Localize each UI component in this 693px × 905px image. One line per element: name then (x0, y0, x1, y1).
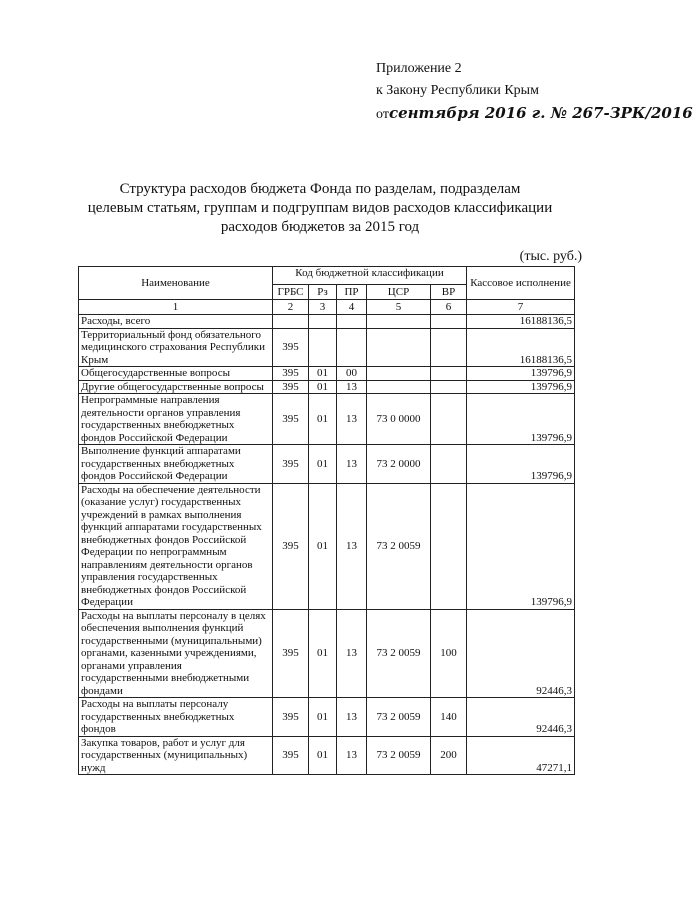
row-grbs (273, 315, 309, 329)
row-amount: 92446,3 (467, 698, 575, 737)
row-rz: 01 (309, 380, 337, 394)
row-pr: 00 (337, 367, 367, 381)
row-csr (367, 367, 431, 381)
row-grbs: 395 (273, 367, 309, 381)
table-row (79, 445, 575, 484)
header-grbs: ГРБС (273, 285, 309, 300)
row-pr: 13 (337, 609, 367, 698)
table-row (79, 380, 575, 394)
row-name: Общегосударственные вопросы (79, 367, 273, 381)
row-csr: 73 2 0000 (367, 445, 431, 484)
row-grbs: 395 (273, 380, 309, 394)
row-name: Расходы на обеспечение деятельности (оказание услуг) государственных учреждений в рамках выполнения функций аппаратами государственных внебюджетных фондов Российской Федерации по непрограммным направлениям деятельности органов управления государственных внебюджетных фондов Российской Федерации (79, 483, 273, 609)
row-vr (431, 483, 467, 609)
row-vr: 140 (431, 698, 467, 737)
row-rz: 01 (309, 367, 337, 381)
row-vr (431, 367, 467, 381)
column-number: 7 (467, 300, 575, 315)
row-rz (309, 315, 337, 329)
row-amount: 92446,3 (467, 609, 575, 698)
row-name: Непрограммные направления деятельности органов управления государственных внебюджетных фондов Российской Федерации (79, 394, 273, 445)
row-csr: 73 0 0000 (367, 394, 431, 445)
row-name: Другие общегосударственные вопросы (79, 380, 273, 394)
header-pr: ПР (337, 285, 367, 300)
row-vr (431, 328, 467, 367)
row-csr (367, 380, 431, 394)
row-amount: 139796,9 (467, 445, 575, 484)
header-rz: Рз (309, 285, 337, 300)
row-grbs: 395 (273, 609, 309, 698)
table-row (79, 367, 575, 381)
handwritten-date-number: сентября 2016 г. № 267-ЗРК/2016 (388, 104, 693, 122)
row-grbs: 395 (273, 328, 309, 367)
row-rz: 01 (309, 736, 337, 775)
row-pr (337, 315, 367, 329)
table-row (79, 394, 575, 445)
row-rz: 01 (309, 698, 337, 737)
table-row (79, 483, 575, 609)
row-pr: 13 (337, 380, 367, 394)
title-line-3: расходов бюджетов за 2015 год (220, 219, 420, 235)
row-name: Закупка товаров, работ и услуг для государственных (муниципальных) нужд (79, 736, 273, 775)
column-number: 6 (431, 300, 467, 315)
row-amount: 139796,9 (467, 367, 575, 381)
row-pr: 13 (337, 483, 367, 609)
row-rz: 01 (309, 394, 337, 445)
row-grbs: 395 (273, 736, 309, 775)
row-grbs: 395 (273, 698, 309, 737)
row-vr (431, 380, 467, 394)
title-line-2: целевым статьям, группам и подгруппам видов расходов классификации (87, 200, 553, 216)
row-vr (431, 445, 467, 484)
table-row (79, 609, 575, 698)
row-amount: 47271,1 (467, 736, 575, 775)
row-pr: 13 (337, 698, 367, 737)
row-rz (309, 328, 337, 367)
row-name: Расходы, всего (79, 315, 273, 329)
row-amount: 139796,9 (467, 483, 575, 609)
header-amount: Кассовое исполнение (467, 267, 575, 300)
row-vr (431, 315, 467, 329)
row-amount: 139796,9 (467, 394, 575, 445)
column-number: 1 (79, 300, 273, 315)
row-grbs: 395 (273, 394, 309, 445)
table-row (79, 315, 575, 329)
table-row (79, 328, 575, 367)
row-csr: 73 2 0059 (367, 609, 431, 698)
row-csr: 73 2 0059 (367, 736, 431, 775)
row-csr: 73 2 0059 (367, 483, 431, 609)
appendix-number: Приложение 2 (376, 61, 462, 76)
column-number: 4 (337, 300, 367, 315)
row-rz: 01 (309, 483, 337, 609)
row-csr (367, 315, 431, 329)
column-numbers-row (79, 300, 575, 315)
row-pr: 13 (337, 736, 367, 775)
header-vr: ВР (431, 285, 467, 300)
row-rz: 01 (309, 609, 337, 698)
column-number: 2 (273, 300, 309, 315)
title-line-1: Структура расходов бюджета Фонда по разделам, подразделам (119, 181, 521, 197)
header-csr: ЦСР (367, 285, 431, 300)
row-pr: 13 (337, 394, 367, 445)
row-name: Территориальный фонд обязательного медицинского страхования Республики Крым (79, 328, 273, 367)
column-number: 5 (367, 300, 431, 315)
header-code-group: Код бюджетной классификации (273, 267, 467, 285)
unit-label: (тыс. руб.) (519, 249, 582, 264)
row-vr (431, 394, 467, 445)
document-title (60, 180, 580, 237)
row-vr: 100 (431, 609, 467, 698)
header-name: Наименование (79, 267, 273, 300)
row-rz: 01 (309, 445, 337, 484)
row-pr: 13 (337, 445, 367, 484)
appendix-date-line (376, 102, 693, 126)
row-csr: 73 2 0059 (367, 698, 431, 737)
row-name: Расходы на выплаты персоналу в целях обеспечения выполнения функций государственными (муниципальными) органами, казенными учреждениями, органами управления государственными внебюджетными фондами (79, 609, 273, 698)
row-amount: 139796,9 (467, 380, 575, 394)
appendix-date-prefix: от (376, 107, 389, 122)
column-number: 3 (309, 300, 337, 315)
appendix-block (376, 58, 693, 126)
expenditure-table (78, 266, 575, 775)
row-csr (367, 328, 431, 367)
row-amount: 16188136,5 (467, 328, 575, 367)
row-name: Выполнение функций аппаратами государственных внебюджетных фондов Российской Федерации (79, 445, 273, 484)
row-vr: 200 (431, 736, 467, 775)
row-grbs: 395 (273, 445, 309, 484)
row-name: Расходы на выплаты персоналу государственных внебюджетных фондов (79, 698, 273, 737)
row-grbs: 395 (273, 483, 309, 609)
table-row (79, 736, 575, 775)
table-row (79, 698, 575, 737)
row-amount: 16188136,5 (467, 315, 575, 329)
appendix-law-reference: к Закону Республики Крым (376, 83, 539, 98)
row-pr (337, 328, 367, 367)
